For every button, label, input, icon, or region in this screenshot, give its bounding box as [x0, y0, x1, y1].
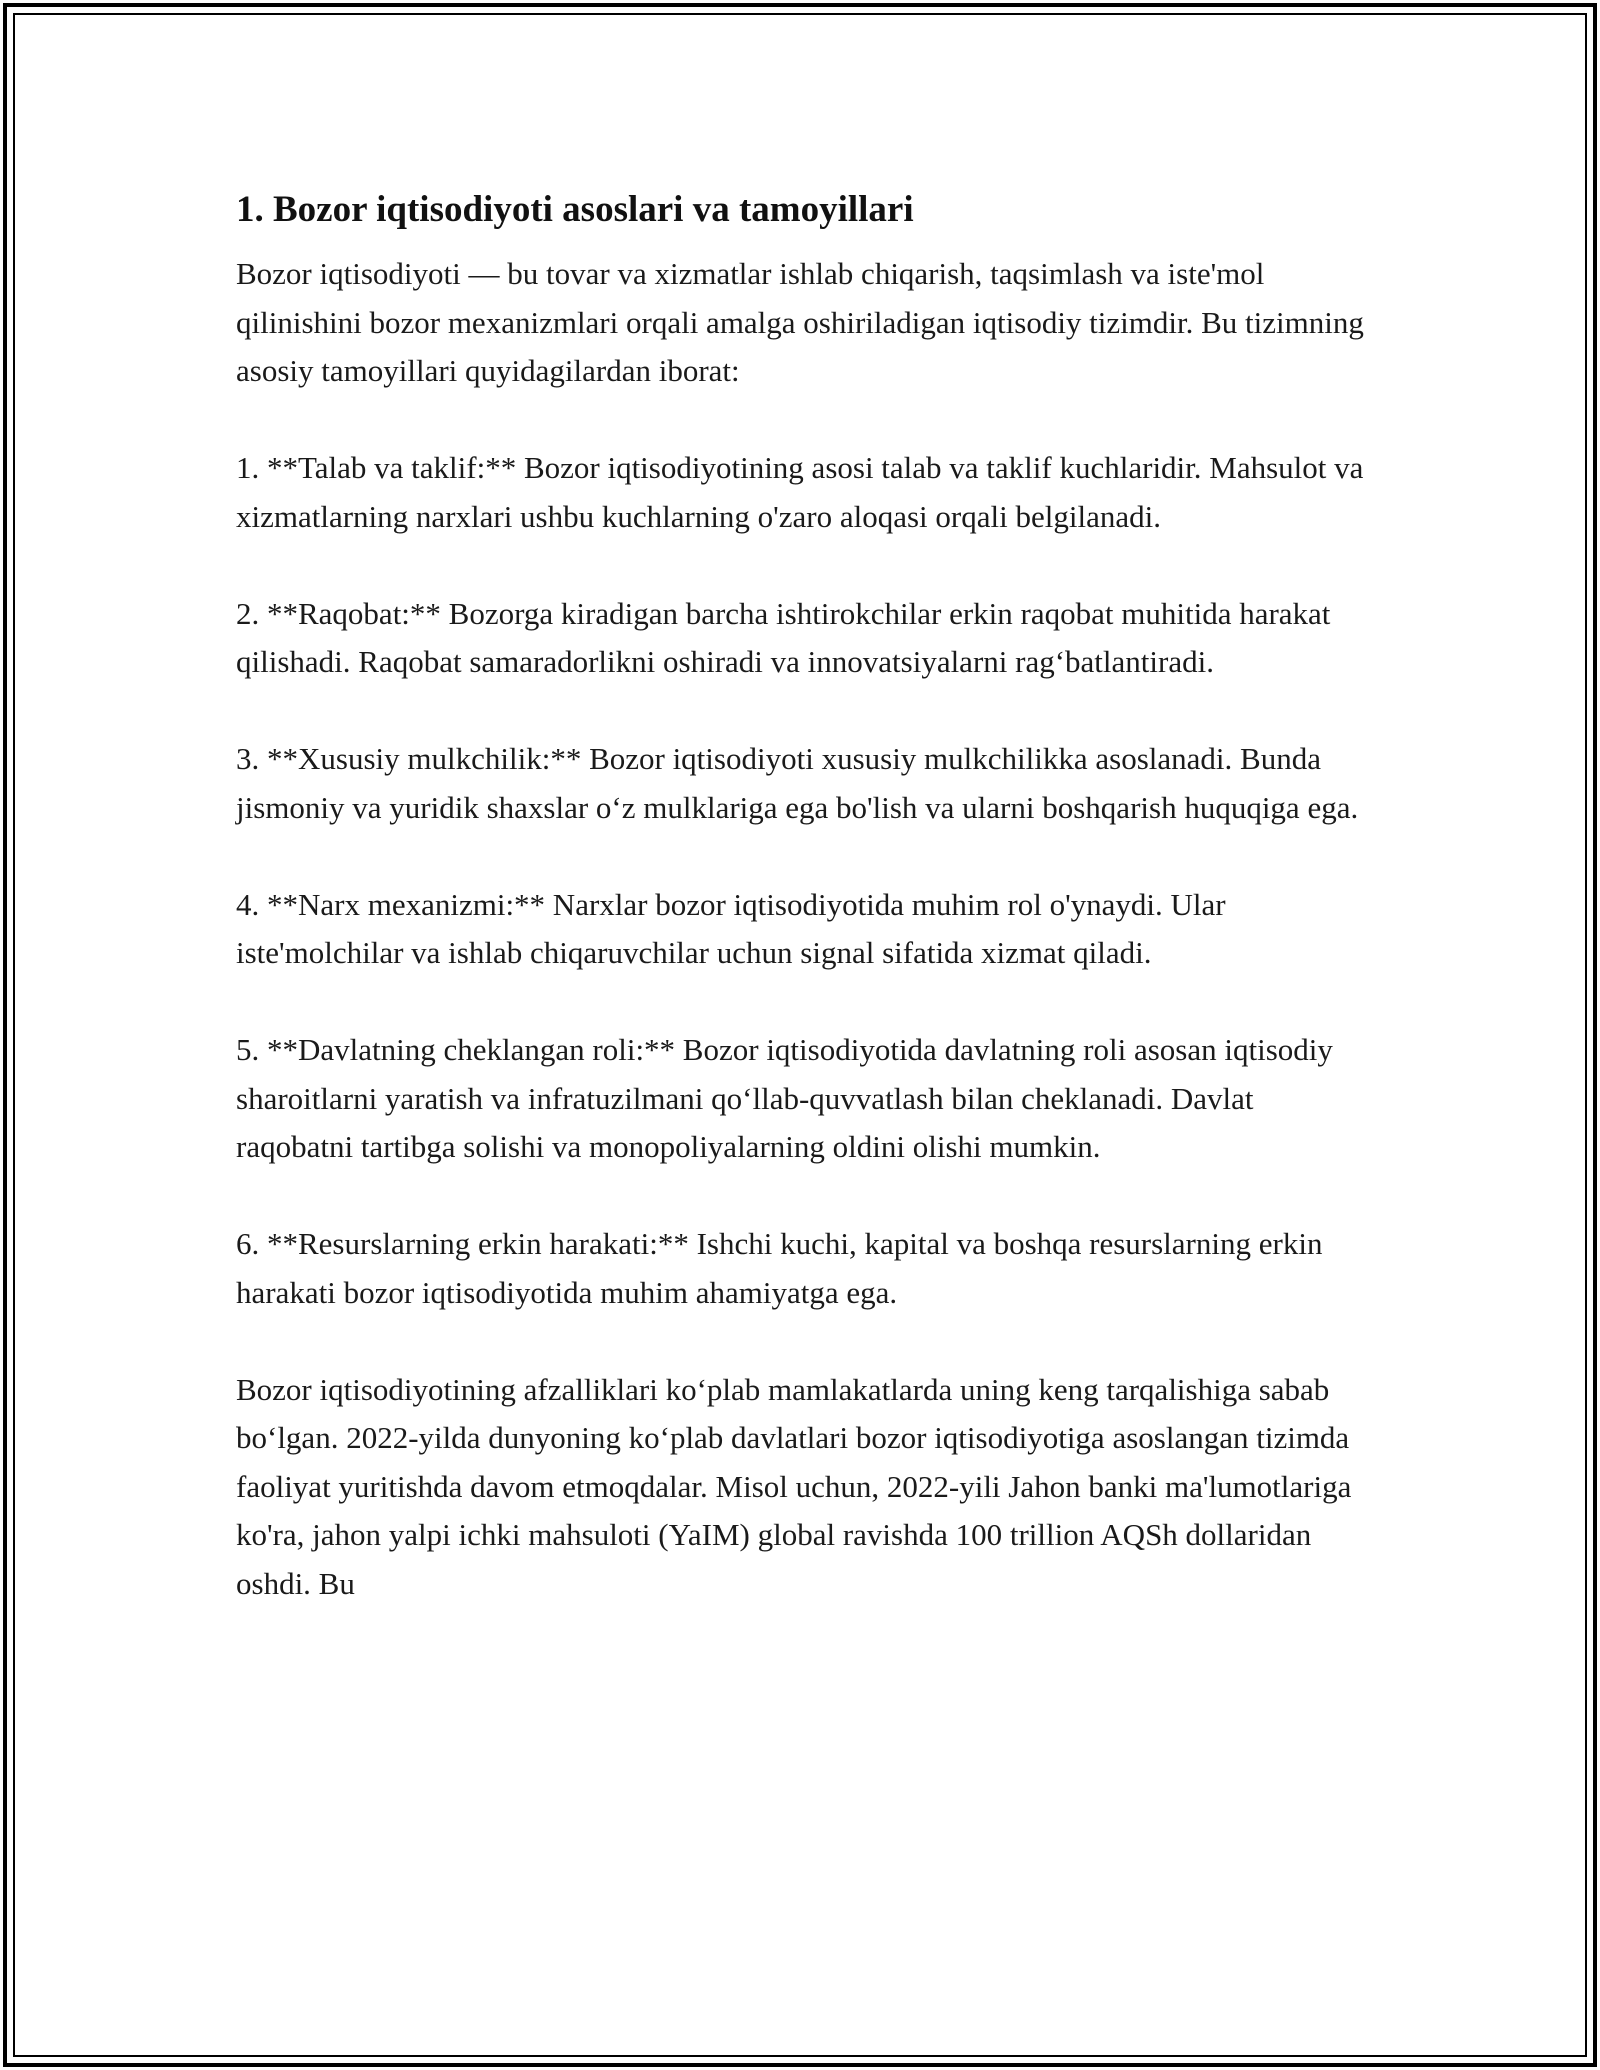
intro-paragraph: Bozor iqtisodiyoti — bu tovar va xizmatlar ishlab chiqarish, taqsimlash va iste'mol qilinishini bozor mexanizmlari orqali amalga oshiriladigan iqtisodiy tizimdir. Bu tizimning asosiy tamoyillari quyidagilardan iborat:: [236, 256, 1364, 389]
document-body: [236, 178, 1376, 1657]
principle-free-movement-of-resources: 6. **Resurslarning erkin harakati:** Ishchi kuchi, kapital va boshqa resurslarning erkin harakati bozor iqtisodiyotida muhim ahamiyatga ega.: [236, 1226, 1323, 1310]
principle-competition: 2. **Raqobat:** Bozorga kiradigan barcha ishtirokchilar erkin raqobat muhitida harakat qilishadi. Raqobat samaradorlikni oshiradi va innovatsiyalarni rag‘batlantiradi.: [236, 595, 1331, 680]
principle-limited-state-role: 5. **Davlatning cheklangan roli:** Bozor iqtisodiyotida davlatning roli asosan iqtisodiy sharoitlarni yaratish va infratuzilmani qo‘llab-quvvatlash bilan cheklanadi. Davlat raqobatni tartibga solishi va monopoliyalarning oldini olishi mumkin.: [236, 1032, 1333, 1165]
principle-demand-supply: 1. **Talab va taklif:** Bozor iqtisodiyotining asosi talab va taklif kuchlaridir. Mahsulot va xizmatlarning narxlari ushbu kuchlarning o'zaro aloqasi orqali belgilanadi.: [236, 450, 1364, 534]
closing-paragraph: Bozor iqtisodiyotining afzalliklari ko‘plab mamlakatlarda uning keng tarqalishiga sabab bo‘lgan. 2022-yilda dunyoning ko‘plab davlatlari bozor iqtisodiyotiga asoslangan tizimda faoliyat yuritishda davom etmoqdalar. Misol uchun, 2022-yili Jahon banki ma'lumotlariga ko'ra, jahon yalpi ichki mahsuloti (YaIM) global ravishda 100 trillion AQSh dollaridan oshdi. Bu: [236, 1371, 1352, 1601]
principle-price-mechanism: 4. **Narx mexanizmi:** Narxlar bozor iqtisodiyotida muhim rol o'ynaydi. Ular iste'molchilar va ishlab chiqaruvchilar uchun signal sifatida xizmat qiladi.: [236, 886, 1226, 971]
principle-private-property: 3. **Xususiy mulkchilik:** Bozor iqtisodiyoti xususiy mulkchilikka asoslanadi. Bunda jismoniy va yuridik shaxslar o‘z mulklariga ega bo'lish va ularni boshqarish huquqiga ega.: [236, 741, 1359, 825]
document-title: 1. Bozor iqtisodiyoti asoslari va tamoyillari: [236, 189, 914, 230]
